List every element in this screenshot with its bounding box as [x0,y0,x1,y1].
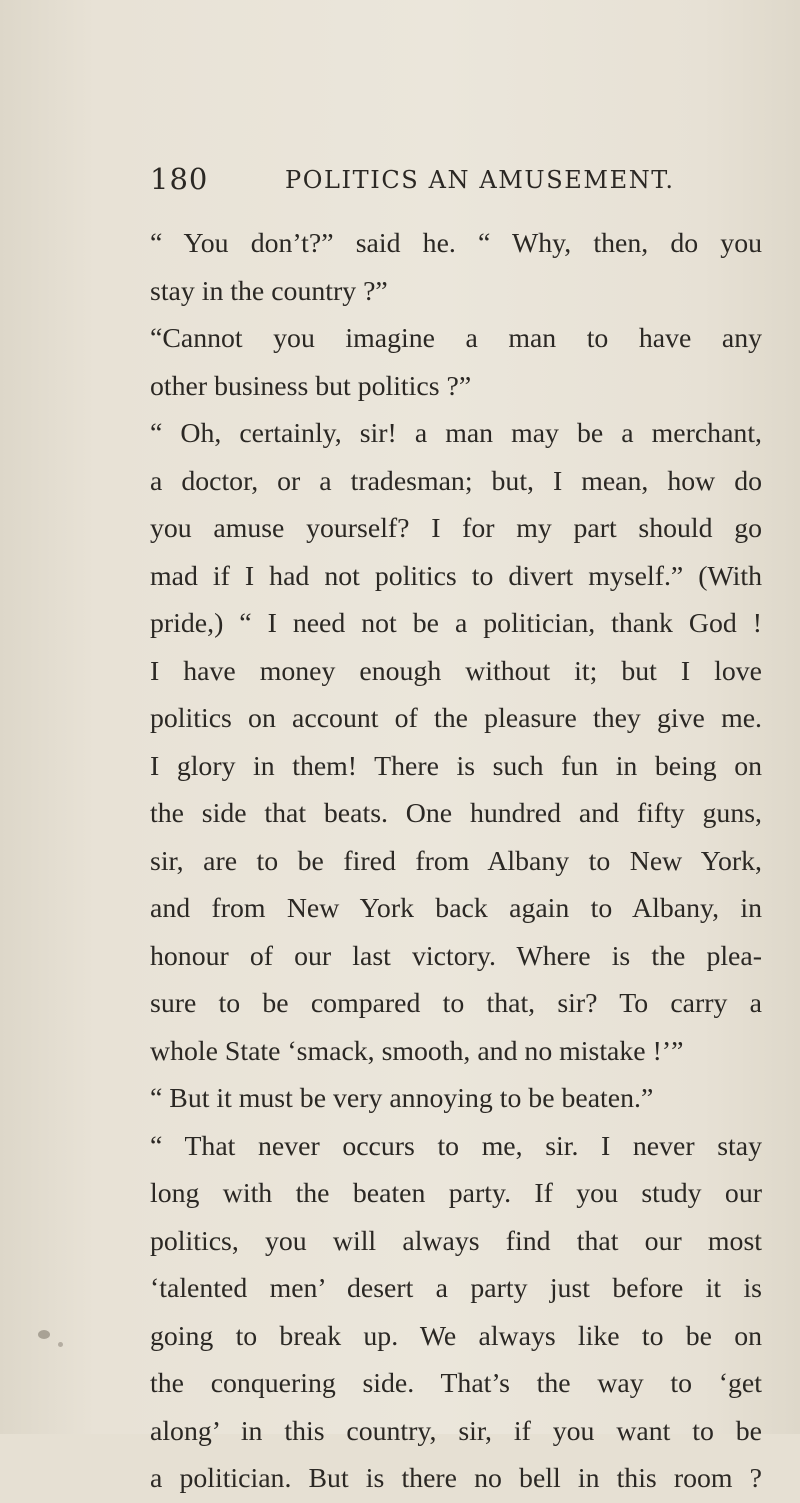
text-line: I have money enough without it; but I love [150,655,762,687]
text-line: stay in the country ?” [150,275,388,307]
running-head: POLITICS AN AMUSEMENT. [285,166,675,194]
text-line: “ But it must be very annoying to be beaten.” [150,1083,654,1114]
text-line: sure to be compared to that, sir? To carry a [150,988,762,1019]
page-number: 180 [150,162,209,196]
text-line: you amuse yourself? I for my part should go [150,513,762,544]
text-line: along’ in this country, sir, if you want to be [150,1415,762,1447]
text-line: “ You don’t?” said he. “ Why, then, do you [150,228,762,259]
text-line: a doctor, or a tradesman; but, I mean, how do [150,465,762,497]
text-line: politics, you will always find that our most [150,1225,762,1257]
text-line: honour of our last victory. Where is the plea- [150,940,762,972]
text-line: going to break up. We always like to be on [150,1320,762,1352]
text-line: the conquering side. That’s the way to ‘get [150,1368,762,1399]
text-line: ‘talented men’ desert a party just before it is [150,1273,762,1304]
text-line: sir, are to be fired from Albany to New York, [150,845,762,877]
text-line: a politician. But is there no bell in this room ? [150,1463,762,1494]
text-line: “ That never occurs to me, sir. I never stay [150,1130,762,1162]
text-line: “ Oh, certainly, sir! a man may be a merchant, [150,418,762,449]
text-line: and from New York back again to Albany, in [150,893,762,924]
text-line: pride,) “ I need not be a politician, thank God ! [150,608,762,639]
paper-stain [58,1342,63,1347]
text-line: the side that beats. One hundred and fifty guns, [150,798,762,829]
text-line: I glory in them! There is such fun in being on [150,750,762,782]
paper-stain [38,1330,50,1339]
text-line: whole State ‘smack, smooth, and no mistake !’” [150,1035,684,1067]
text-line: politics on account of the pleasure they give me. [150,703,762,734]
text-line: mad if I had not politics to divert myself.” (With [150,560,762,592]
text-line: other business but politics ?” [150,370,472,402]
body-text [150,220,762,1503]
page-header [150,162,750,202]
text-line: “Cannot you imagine a man to have any [150,323,762,354]
text-line: long with the beaten party. If you study our [150,1178,762,1209]
